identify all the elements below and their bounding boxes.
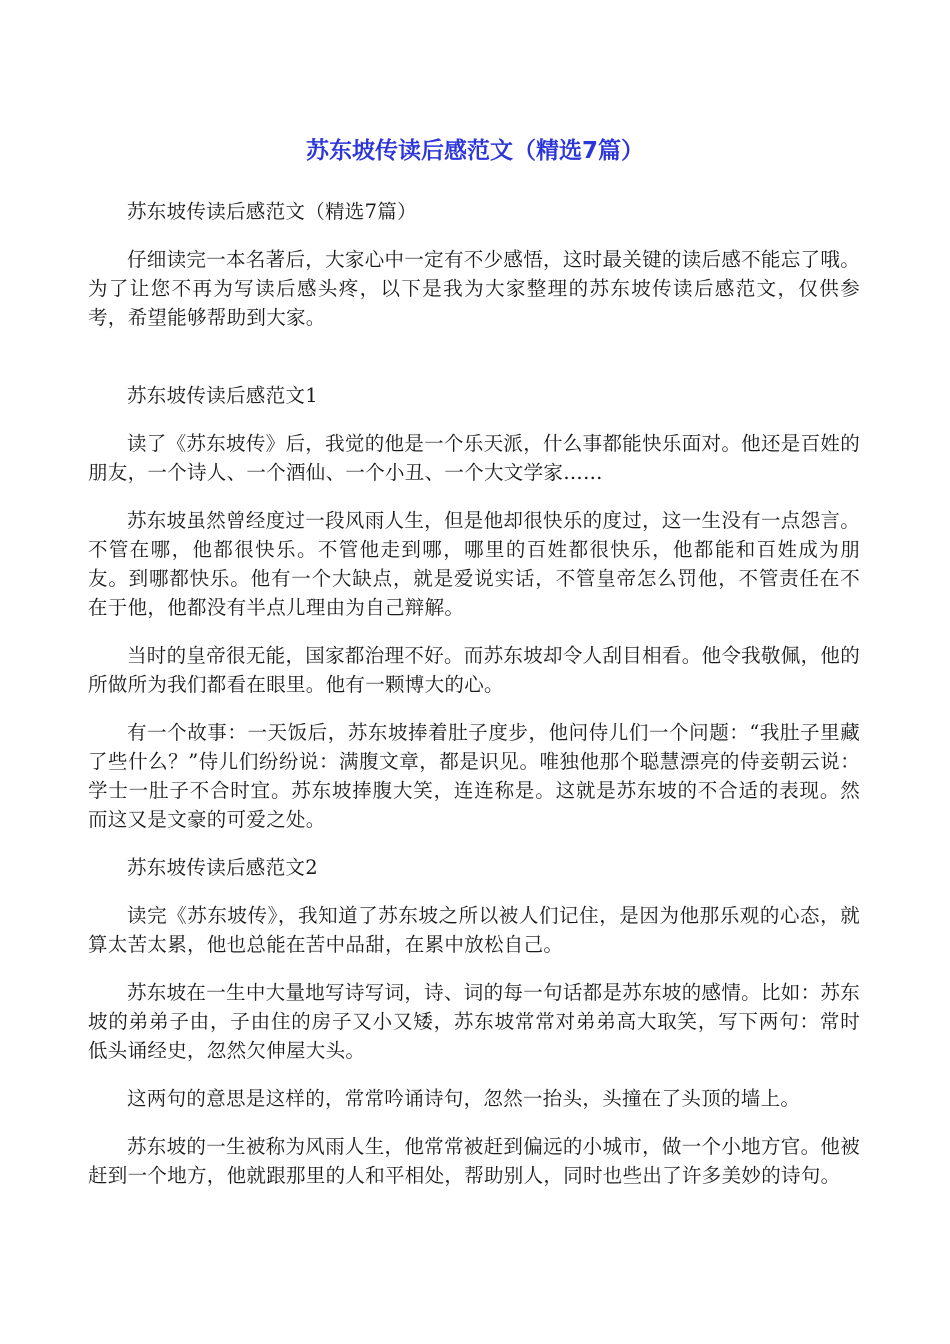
document-body — [88, 197, 860, 1209]
body-paragraph: 苏东坡在一生中大量地写诗写词，诗、词的每一句话都是苏东坡的感情。比如：苏东坡的弟弟子由，子由住的房子又小又矮，苏东坡常常对弟弟高大取笑，写下两句：常时低头诵经史，忽然欠伸屋大头。 — [88, 981, 860, 1062]
body-paragraph: 苏东坡虽然曾经度过一段风雨人生，但是他却很快乐的度过，这一生没有一点怨言。不管在哪，他都很快乐。不管他走到哪，哪里的百姓都很快乐，他都能和百姓成为朋友。到哪都快乐。他有一个大缺点，就是爱说实话，不管皇帝怎么罚他，不管责任在不在于他，他都没有半点儿理由为自己辩解。 — [88, 509, 860, 619]
body-paragraph: 苏东坡的一生被称为风雨人生，他常常被赶到偏远的小城市，做一个小地方官。他被赶到一个地方，他就跟那里的人和平相处，帮助别人，同时也些出了许多美妙的诗句。 — [88, 1135, 860, 1187]
body-paragraph: 有一个故事：一天饭后，苏东坡捧着肚子度步，他问侍儿们一个问题：“我肚子里藏了些什么？”侍儿们纷纷说：满腹文章，都是识见。唯独他那个聪慧漂亮的侍妾朝云说：学士一肚子不合时宜。苏东坡捧腹大笑，连连称是。这就是苏东坡的不合适的表现。然而这又是文豪的可爱之处。 — [88, 721, 860, 831]
section-heading-2: 苏东坡传读后感范文2 — [127, 856, 318, 879]
document-title: 苏东坡传读后感范文（精选7篇） — [305, 138, 644, 164]
body-paragraph: 读了《苏东坡传》后，我觉的他是一个乐天派，什么事都能快乐面对。他还是百姓的朋友，一个诗人、一个酒仙、一个小丑、一个大文学家…… — [88, 432, 860, 484]
body-paragraph: 当时的皇帝很无能，国家都治理不好。而苏东坡却令人刮目相看。他令我敬佩，他的所做所为我们都看在眼里。他有一颗博大的心。 — [88, 644, 860, 696]
intro-paragraph: 仔细读完一本名著后，大家心中一定有不少感悟，这时最关键的读后感不能忘了哦。为了让您不再为写读后感头疼，以下是我为大家整理的苏东坡传读后感范文，仅供参考，希望能够帮助到大家。 — [88, 248, 860, 329]
section-heading-1: 苏东坡传读后感范文1 — [127, 384, 318, 407]
subtitle-paragraph: 苏东坡传读后感范文（精选7篇） — [127, 200, 417, 223]
body-paragraph: 读完《苏东坡传》，我知道了苏东坡之所以被人们记住，是因为他那乐观的心态，就算太苦太累，他也总能在苦中品甜，在累中放松自己。 — [88, 904, 860, 956]
body-paragraph: 这两句的意思是这样的，常常吟诵诗句，忽然一抬头，头撞在了头顶的墙上。 — [127, 1087, 801, 1110]
